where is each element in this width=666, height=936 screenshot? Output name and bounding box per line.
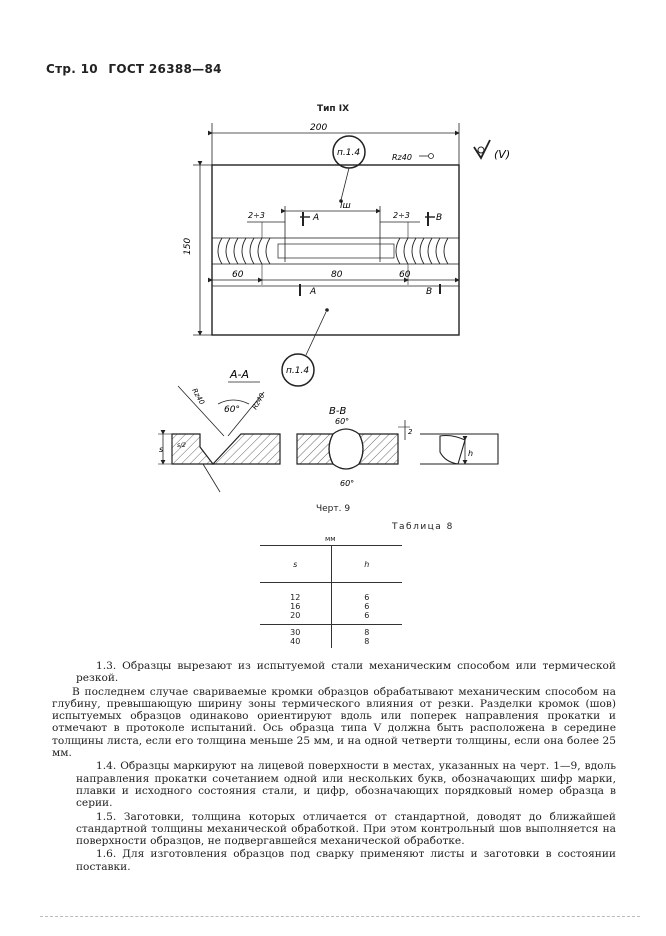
range-right: 2÷3 [393,211,410,220]
section-b-marker: В [436,213,443,223]
roughness-aa-left: Rz40 [190,387,206,407]
s-half-label: s/2 [177,442,186,449]
type-title: Тип IX [316,104,350,114]
section-aa-right-plate [213,434,280,464]
table-unit: мм [325,535,336,543]
dim-height-label: 150 [183,237,193,255]
angle-60-aa: 60° [224,405,240,415]
note-ref-top: п.1.4 [337,148,361,158]
data-table [260,545,402,648]
dim-60-left: 60 [232,270,244,280]
roughness-aa-right: Rz40 [250,391,267,411]
body-text [52,660,616,873]
roughness-label: Rz40 [392,153,412,162]
finish-mark-label: (V) [494,148,511,161]
dim-2-label: 2 [408,428,413,436]
cell-s-group1: 12 16 20 [260,583,331,625]
section-bb-title: В-В [329,406,347,417]
angle-60-bb-bottom: 60° [340,479,355,488]
cell-s-group2: 30 40 [260,625,331,649]
col-header-s: s [260,546,331,583]
weld-ripples-right [396,238,448,264]
standard-number: ГОСТ 26388—84 [108,62,222,76]
paragraph-1-4: 1.4. Образцы маркируют на лицевой поверхности в местах, указанных на черт. 1—9, вдоль направления прокатки сочетанием одной или нескольких букв, обозначающих шифр марки, плавки и исходного состояния стали, и цифр, обозначающих порядковый номер образца в серии. [76,760,616,810]
page-number: Стр. 10 [46,62,98,76]
specimen-slot [278,244,394,258]
paragraph-1-3: 1.3. Образцы вырезают из испытуемой стали механическим способом или термической резкой. [76,660,616,685]
section-b-bottom: В [426,287,433,297]
section-a-bottom: А [310,287,317,297]
section-bb-left-plate [297,434,333,464]
cell-h-group1: 6 6 6 [364,593,370,620]
section-bb-right-plate [359,434,398,464]
note-ref-bottom: п.1.4 [286,366,310,376]
section-aa-title: А-А [230,368,250,381]
section-aa-left-plate [172,434,213,464]
dim-h-label: h [468,449,474,458]
l-sh-label: lш [340,201,351,211]
col-header-h: h [331,546,402,583]
cell-h-group2: 8 8 [331,625,402,649]
plate-outline [212,165,459,335]
range-left: 2÷3 [248,211,265,220]
scan-noise [40,910,640,917]
finish-check-icon [474,140,490,158]
dim-total-label: 200 [310,123,328,133]
detail-weld [440,436,465,465]
angle-60-bb-top: 60° [335,417,350,426]
paragraph-1-3-cont: В последнем случае свариваемые кромки образцов обрабатывают механическим способом на глубину, превышающую ширину зоны термического влияния от резки. Разделки кромок (шов) испытуемых образцов одинаково ориентируют вдоль или поперек направления прокатки и отмечают в протоколе испытаний. Ось образца типа V должна быть расположена в середине толщины листа, если его толщина меньше 25 мм, и на одной четверти толщины, если она более 25 мм. [52,685,616,760]
dim-80: 80 [331,270,343,280]
paragraph-1-6: 1.6. Для изготовления образцов под сварку применяют листы и заготовки в состоянии поставки. [76,848,616,873]
dim-60-right: 60 [399,270,411,280]
section-a-marker: А [313,213,320,223]
section-bb-weld [329,429,363,469]
dim-s-label: s [159,445,164,454]
paragraph-1-5: 1.5. Заготовки, толщина которых отличается от стандартной, доводят до ближайшей стандартной толщины механической обработкой. При этом контрольный шов выполняется на поверхности образцов, не подвергавшейся механической обработке. [76,810,616,848]
figure-caption: Черт. 9 [315,504,351,514]
weld-ripples-left [218,238,270,264]
table-caption: Таблица 8 [392,522,454,532]
